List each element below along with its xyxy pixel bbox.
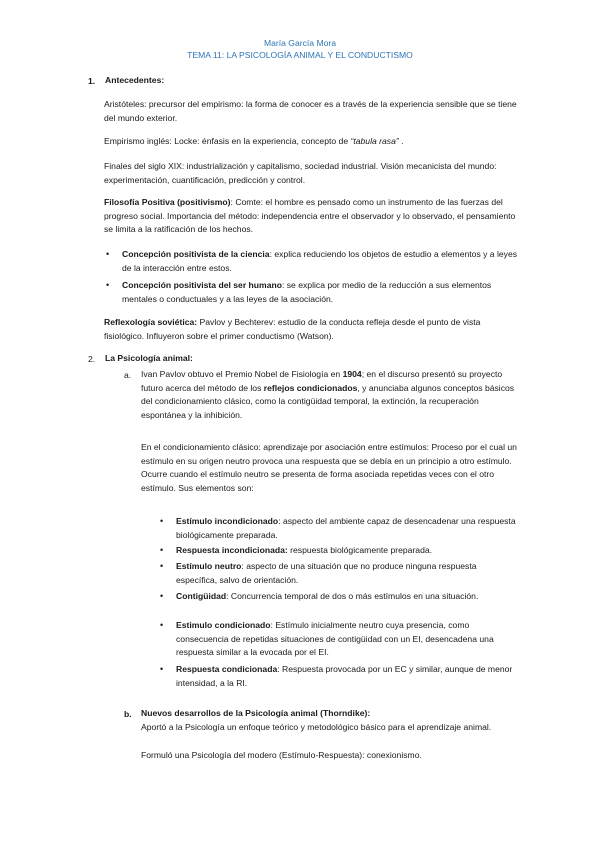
reflexologia-text: Pavlov y Bechterev: estudio de la conducta refleja desde el punto de vista fisiológico. Influyeron sobre el primer conductismo (Watson). <box>104 317 481 341</box>
bullet-ciencia <box>122 248 520 275</box>
section-1-number: 1. <box>88 76 96 86</box>
bullet-ciencia-text: : explica reduciendo los objetos de estudio a elementos y a leyes de la interacción entre estos. <box>122 249 518 273</box>
bullet-dot: • <box>106 249 110 259</box>
paragraph-locke <box>104 135 520 149</box>
section-2-number: 2. <box>88 354 96 364</box>
item-title: Estimulo condicionado <box>176 620 271 630</box>
locke-end: . <box>401 136 404 146</box>
paragraph-positivismo <box>104 196 520 237</box>
item-respuesta-incondicionada <box>176 544 516 558</box>
positivismo-text: : Comte: el hombre es pensado como un instrumento de las fuerzas del progreso social. Importancia del método: independencia entre el observador y lo observado, el pensamiento se limita a la ratificación de los hechos. <box>104 197 516 234</box>
paragraph-xix: Finales del siglo XIX: industrialización y capitalismo, sociedad industrial. Visión mecanicista del mundo: experimentación, cuantificación, predicción y control. <box>104 161 497 185</box>
item-text: respuesta biológicamente preparada. <box>287 545 433 555</box>
item-text: : aspecto del ambiente capaz de desencadenar una respuesta biológicamente preparada. <box>176 516 516 540</box>
locke-term: “tabula rasa” <box>350 136 399 146</box>
bullet-dot: • <box>106 280 110 290</box>
bullet-dot: • <box>160 664 164 674</box>
subsection-b-title: Nuevos desarrollos de la Psicología animal (Thorndike): <box>141 708 371 718</box>
item-title: Contigüidad <box>176 591 227 601</box>
subsection-b-label: b. <box>124 709 132 719</box>
bullet-dot: • <box>160 545 164 555</box>
section-1-title: Antecedentes: <box>105 75 165 85</box>
author-name: María García Mora <box>263 38 337 48</box>
bullet-ser-humano <box>122 279 520 306</box>
bullet-dot: • <box>160 516 164 526</box>
item-estimulo-condicionado <box>176 619 516 660</box>
topic-title: TEMA 11: LA PSICOLOGÍA ANIMAL Y EL CONDUCTISMO <box>187 50 413 60</box>
item-title: Respuesta incondicionada: <box>176 545 288 555</box>
item-title: Estímulo neutro <box>176 561 242 571</box>
reflexologia-title: Reflexología soviética: <box>104 317 198 327</box>
item-text: : Respuesta provocada por un EC y similar, aunque de menor intensidad, a la RI. <box>176 664 513 688</box>
item-text: : aspecto de una situación que no produce ninguna respuesta específica, salvo de orientación. <box>176 561 477 585</box>
item-estimulo-neutro <box>176 560 516 587</box>
pavlov-text-2: ; en el discurso presentó su proyecto futuro acerca del método de los <box>141 369 503 393</box>
item-contiguidad <box>176 590 516 604</box>
locke-text: Empirismo inglés: Locke: énfasis en la experiencia, concepto de <box>104 136 351 146</box>
bullet-ciencia-title: Concepción positivista de la ciencia <box>122 249 270 259</box>
subsection-a-label: a. <box>124 370 132 380</box>
bullet-dot: • <box>160 561 164 571</box>
section-2-title: La Psicología animal: <box>105 353 193 363</box>
bullet-dot: • <box>160 620 164 630</box>
item-respuesta-condicionada <box>176 663 516 690</box>
paragraph-reflexologia <box>104 316 520 343</box>
bullet-ser-humano-text: : se explica por medio de la reducción a sus elementos mentales o conductuales y a las leyes de la asociación. <box>122 280 492 304</box>
positivismo-title: Filosofía Positiva (positivismo) <box>104 197 231 207</box>
pavlov-text-1: Ivan Pavlov obtuvo el Premio Nobel de Fisiología en <box>141 369 343 379</box>
bullet-ser-humano-title: Concepción positivista del ser humano <box>122 280 282 290</box>
bullet-dot: • <box>160 591 164 601</box>
paragraph-aristoteles: Aristóteles: precursor del empirismo: la forma de conocer es a través de la experiencia sensible que se tiene del mundo exterior. <box>104 99 517 123</box>
pavlov-text-3: , y anunciaba algunos conceptos básicos del condicionamiento clásico, como la contigüidad temporal, la extinción, la recuperación espontánea y la inhibición. <box>141 382 515 420</box>
item-estimulo-incondicionado <box>176 515 516 542</box>
item-title: Respuesta condicionada <box>176 664 278 674</box>
paragraph-condicionamiento: En el condicionamiento clásico: aprendizaje por asociación entre estímulos: Proceso por el cual un estímulo en su origen neutro provoca una respuesta que se debía en un principio a otro estímulo. Ocurre cuando el estímulo neutro se presenta de forma asociada repetidas veces con el otro estímulo. Sus elementos son: <box>141 442 517 493</box>
item-title: Estímulo incondicionado <box>176 516 279 526</box>
paragraph-thorndike-1: Aportó a la Psicología un enfoque teórico y metodológico básico para el aprendizaje animal. <box>141 722 492 732</box>
paragraph-pavlov <box>141 368 521 422</box>
paragraph-thorndike-2: Formuló una Psicología del modero (Estímulo-Respuesta): conexionismo. <box>141 750 422 760</box>
item-text: : Concurrencia temporal de dos o más estímulos en una situación. <box>226 591 479 601</box>
pavlov-year: 1904 <box>342 369 362 379</box>
item-text: : Estímulo inicialmente neutro cuya presencia, como consecuencia de repetidas situaciones de contigüidad con un EI, desencadena una respuesta similar a la evocada por el EI. <box>176 620 494 657</box>
pavlov-reflejos: reflejos condicionados <box>263 382 358 393</box>
